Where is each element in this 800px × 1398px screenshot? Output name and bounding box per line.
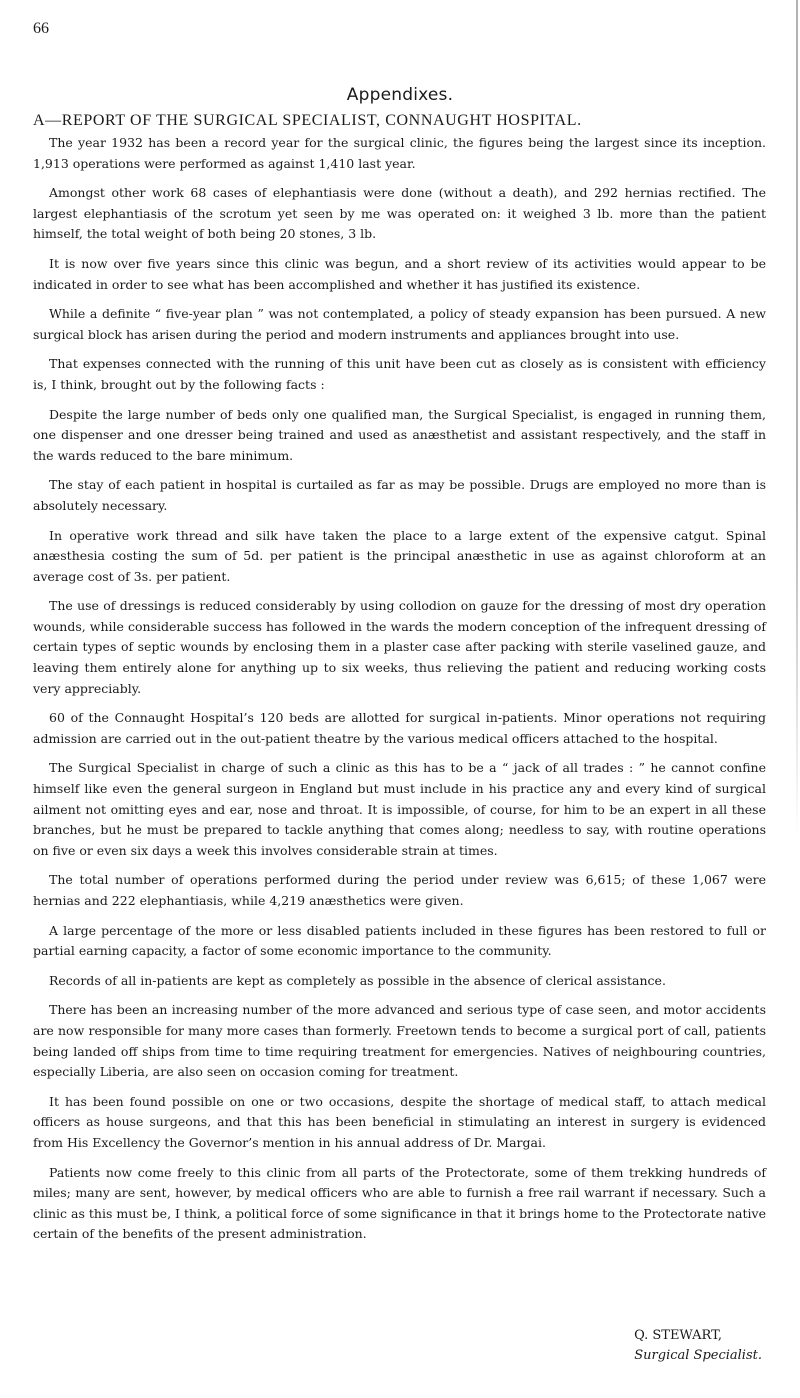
signature-title: Surgical Specialist. <box>634 1348 762 1363</box>
paragraph: Despite the large number of beds only one qualified man, the Surgical Specialist, is engaged in running them, one dispenser and one dresser being trained and used as anæsthetist and assistant respectively, and the staff in the wards reduced to the bare minimum. <box>33 406 766 463</box>
paragraph: Records of all in-patients are kept as completely as possible in the absence of clerical assistance. <box>49 972 666 988</box>
signature-name: Q. STEWART, <box>634 1328 722 1343</box>
paragraph: While a definite “ five-year plan ” was not contemplated, a policy of steady expansion has been pursued. A new surgical block has arisen during the period and modern instruments and appliances brought into use. <box>33 306 766 342</box>
section-title: Appendixes. <box>346 85 454 105</box>
paragraph: The stay of each patient in hospital is curtailed as far as may be possible. Drugs are employed no more than is absolutely necessary. <box>33 477 766 513</box>
page-edge-shadow <box>796 0 798 1398</box>
paragraph: The Surgical Specialist in charge of such a clinic as this has to be a “ jack of all trades : ” he cannot confine himself like even the general surgeon in England but must include in his practice any and every kind of surgical ailment not omitting eyes and ear, nose and throat. It is impossible, of course, for him to be an expert in all these branches, but he must be prepared to tackle anything that comes along; needless to say, with routine operations on five or even six days a week this involves considerable strain at times. <box>33 760 766 858</box>
paragraph: The total number of operations performed during the period under review was 6,615; of these 1,067 were hernias and 222 elephantiasis, while 4,219 anæsthetics were given. <box>33 872 766 908</box>
paragraph: It is now over five years since this clinic was begun, and a short review of its activities would appear to be indicated in order to see what has been accomplished and whether it has justified its existence. <box>33 255 766 292</box>
paragraph: 60 of the Connaught Hospital’s 120 beds are allotted for surgical in-patients. Minor operations not requiring admission are carried out in the out-patient theatre by the various medical officers attached to the hospital. <box>33 710 766 746</box>
report-heading: A—REPORT OF THE SURGICAL SPECIALIST, CONNAUGHT HOSPITAL. <box>33 112 582 129</box>
paragraph: A large percentage of the more or less disabled patients included in these figures has been restored to full or partial earning capacity, a factor of some economic importance to the community. <box>33 922 766 959</box>
paragraph: The year 1932 has been a record year for the surgical clinic, the figures being the largest since its inception. 1,913 operations were performed as against 1,410 last year. <box>33 135 766 171</box>
paragraph: The use of dressings is reduced considerably by using collodion on gauze for the dressing of most dry operation wounds, while considerable success has followed in the wards the modern conception of the infrequent dressing of certain types of septic wounds by enclosing them in a plaster case after packing with sterile vaselined gauze, and leaving them entirely alone for anything up to six weeks, thus relieving the patient and reducing working costs very appreciably. <box>33 598 766 696</box>
paragraph: Amongst other work 68 cases of elephantiasis were done (without a death), and 292 hernias rectified. The largest elephantiasis of the scrotum yet seen by me was operated on: it weighed 3 lb. more than the patient himself, the total weight of both being 20 stones, 3 lb. <box>33 185 766 242</box>
paragraph: There has been an increasing number of the more advanced and serious type of case seen, and motor accidents are now responsible for many more cases than formerly. Freetown tends to become a surgical port of call, patients being landed off ships from time to time requiring treatment for emergencies. Natives of neighbouring countries, especially Liberia, are also seen on occasion coming for treatment. <box>33 1002 766 1080</box>
paragraph: Patients now come freely to this clinic from all parts of the Protectorate, some of them trekking hundreds of miles; many are sent, however, by medical officers who are able to furnish a free rail warrant if necessary. Such a clinic as this must be, I think, a political force of some significance in that it brings home to the Protectorate native certain of the benefits of the present administration. <box>33 1164 766 1242</box>
signature-block <box>634 1326 762 1366</box>
page-number: 66 <box>33 20 49 37</box>
paragraph: In operative work thread and silk have taken the place to a large extent of the expensive catgut. Spinal anæsthesia costing the sum of 5d. per patient is the principal anæsthetic in use as against chloroform at an average cost of 3s. per patient. <box>33 527 766 584</box>
report-body <box>33 133 766 1254</box>
paragraph: That expenses connected with the running of this unit have been cut as closely as is consistent with efficiency is, I think, brought out by the following facts : <box>33 356 766 392</box>
paragraph: It has been found possible on one or two occasions, despite the shortage of medical staff, to attach medical officers as house surgeons, and that this has been beneficial in stimulating an interest in surgery is evidenced from His Excellency the Governor’s mention in his annual address of Dr. Margai. <box>33 1093 766 1150</box>
